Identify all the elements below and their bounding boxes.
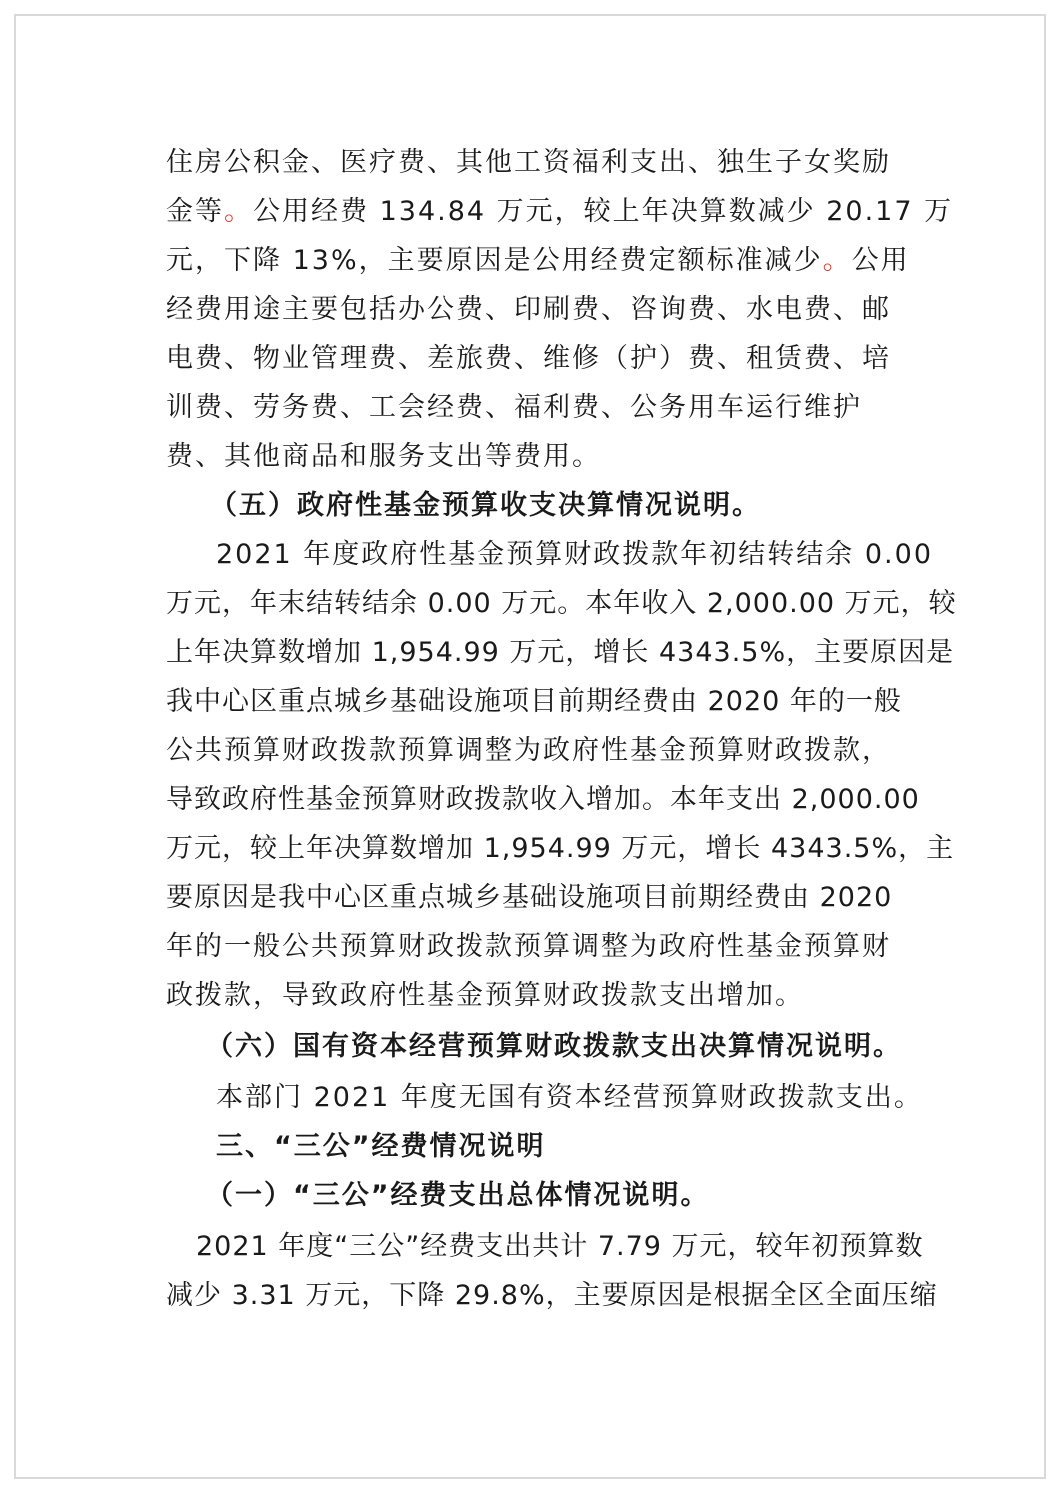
- text-line: 导致政府性基金预算财政拨款收入增加。本年支出 2,000.00: [166, 784, 920, 815]
- text-segment-red: 。: [224, 196, 253, 227]
- text-line: 我中心区重点城乡基础设施项目前期经费由 2020 年的一般: [166, 686, 902, 717]
- section-heading: （一）“三公”经费支出总体情况说明。: [206, 1180, 710, 1211]
- text-line: 要原因是我中心区重点城乡基础设施项目前期经费由 2020: [166, 882, 893, 913]
- section-heading: （六）国有资本经营预算财政拨款支出决算情况说明。: [206, 1031, 902, 1062]
- text-line: [166, 195, 953, 229]
- text-line: 经费用途主要包括办公费、印刷费、咨询费、水电费、邮: [166, 294, 891, 325]
- text-line: 2021 年度政府性基金预算财政拨款年初结转结余 0.00: [216, 539, 933, 570]
- section-heading: （五）政府性基金预算收支决算情况说明。: [210, 490, 761, 521]
- text-line: 万元，较上年决算数增加 1,954.99 万元，增长 4343.5%，主: [166, 833, 955, 864]
- text-line: 住房公积金、医疗费、其他工资福利支出、独生子女奖励: [166, 147, 891, 178]
- chapter-heading: 三、“三公”经费情况说明: [216, 1131, 546, 1162]
- text-segment-red: 。: [822, 245, 852, 276]
- text-line: 年的一般公共预算财政拨款预算调整为政府性基金预算财: [166, 931, 891, 962]
- text-line: 上年决算数增加 1,954.99 万元，增长 4343.5%，主要原因是: [166, 637, 955, 668]
- text-line: 万元，年末结转结余 0.00 万元。本年收入 2,000.00 万元，较: [166, 588, 957, 619]
- text-line: 政拨款，导致政府性基金预算财政拨款支出增加。: [166, 980, 804, 1011]
- text-line: 本部门 2021 年度无国有资本经营预算财政拨款支出。: [216, 1082, 923, 1113]
- text-line: 费、其他商品和服务支出等费用。: [166, 441, 601, 472]
- text-segment: 金等: [166, 196, 224, 227]
- text-line: 训费、劳务费、工会经费、福利费、公务用车运行维护: [166, 392, 862, 423]
- text-segment: 公用经费 134.84 万元，较上年决算数减少 20.17 万: [253, 196, 954, 227]
- text-line: 公共预算财政拨款预算调整为政府性基金预算财政拨款，: [166, 735, 891, 766]
- text-segment: 元，下降 13%，主要原因是公用经费定额标准减少: [166, 245, 823, 276]
- text-segment: 公用: [851, 245, 910, 276]
- text-line: 电费、物业管理费、差旅费、维修（护）费、租赁费、培: [166, 343, 891, 374]
- text-line: 2021 年度“三公”经费支出共计 7.79 万元，较年初预算数: [196, 1231, 924, 1262]
- text-line: 减少 3.31 万元，下降 29.8%，主要原因是根据全区全面压缩: [166, 1280, 938, 1311]
- text-line: [166, 244, 910, 278]
